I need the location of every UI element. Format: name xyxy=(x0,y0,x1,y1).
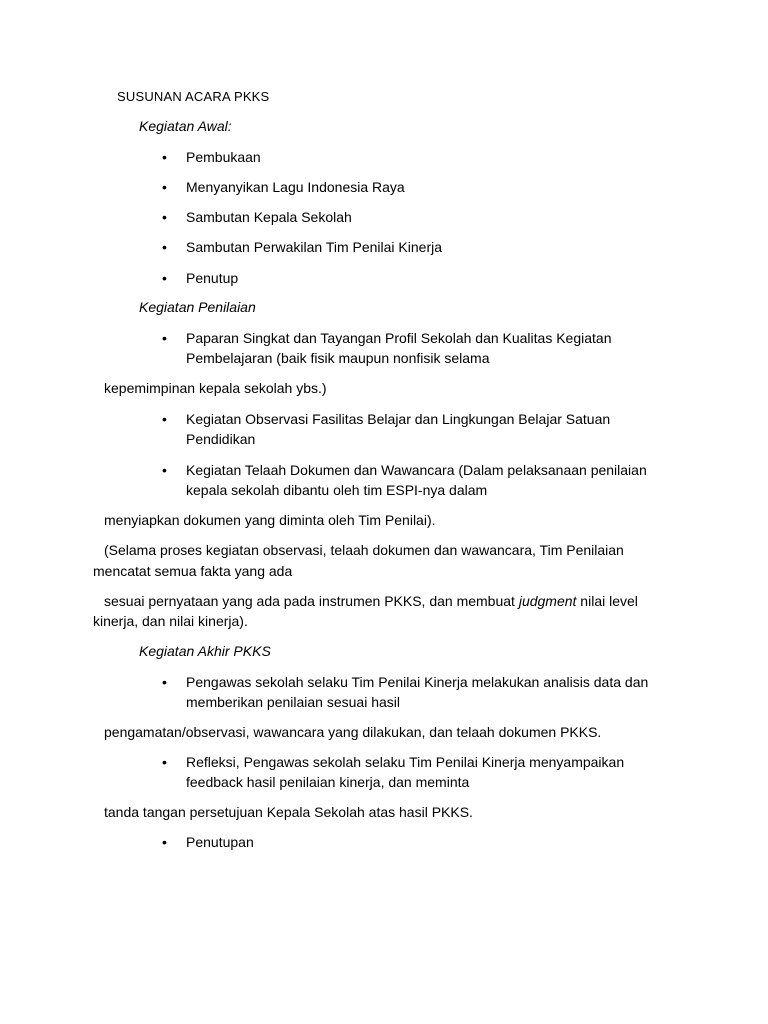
paragraph-line: kepemimpinan kepala sekolah ybs.) xyxy=(104,380,327,396)
bullet-icon: • xyxy=(162,149,167,165)
list-item-line: Pengawas sekolah selaku Tim Penilai Kinerja melakukan analisis data dan xyxy=(186,674,649,690)
paragraph-line: kinerja, dan nilai kinerja). xyxy=(93,613,248,629)
list-item: Pembukaan xyxy=(186,149,261,165)
paragraph-text: sesuai pernyataan yang ada pada instrumen PKKS, dan membuat xyxy=(104,593,519,609)
bullet-icon: • xyxy=(162,239,167,255)
paragraph-line: tanda tangan persetujuan Kepala Sekolah atas hasil PKKS. xyxy=(104,804,473,820)
bullet-icon: • xyxy=(162,330,167,346)
paragraph-text: nilai level xyxy=(576,593,638,609)
list-item: Penutup xyxy=(186,270,239,286)
list-item: Menyanyikan Lagu Indonesia Raya xyxy=(186,179,405,195)
list-item-line: Kegiatan Observasi Fasilitas Belajar dan Lingkungan Belajar Satuan xyxy=(186,411,611,427)
paragraph-line: menyiapkan dokumen yang diminta oleh Tim Penilai). xyxy=(104,512,436,528)
bullet-icon: • xyxy=(162,674,167,690)
section-heading-kegiatan-akhir: Kegiatan Akhir PKKS xyxy=(139,643,271,659)
list-item: Sambutan Perwakilan Tim Penilai Kinerja xyxy=(186,239,443,255)
bullet-icon: • xyxy=(162,411,167,427)
list-item-line: Kegiatan Telaah Dokumen dan Wawancara (Dalam pelaksanaan penilaian xyxy=(186,462,647,478)
bullet-icon: • xyxy=(162,209,167,225)
list-item-line: Refleksi, Pengawas sekolah selaku Tim Penilai Kinerja menyampaikan xyxy=(186,754,625,770)
emphasis-judgment: judgment xyxy=(518,593,577,609)
paragraph-line: mencatat semua fakta yang ada xyxy=(93,563,293,579)
list-item: Sambutan Kepala Sekolah xyxy=(186,209,352,225)
section-heading-kegiatan-awal: Kegiatan Awal: xyxy=(139,118,232,134)
paragraph-line: pengamatan/observasi, wawancara yang dilakukan, dan telaah dokumen PKKS. xyxy=(104,724,602,740)
bullet-icon: • xyxy=(162,270,167,286)
paragraph-line: (Selama proses kegiatan observasi, telaah dokumen dan wawancara, Tim Penilaian xyxy=(104,542,624,558)
section-heading-kegiatan-penilaian: Kegiatan Penilaian xyxy=(139,299,256,315)
list-item-line: Pembelajaran (baik fisik maupun nonfisik selama xyxy=(186,350,490,366)
list-item: Penutupan xyxy=(186,834,254,850)
bullet-icon: • xyxy=(162,834,167,850)
list-item-line: kepala sekolah dibantu oleh tim ESPI-nya dalam xyxy=(186,482,488,498)
bullet-icon: • xyxy=(162,462,167,478)
list-item-line: Paparan Singkat dan Tayangan Profil Sekolah dan Kualitas Kegiatan xyxy=(186,330,612,346)
document-title: SUSUNAN ACARA PKKS xyxy=(117,89,270,104)
list-item-line: memberikan penilaian sesuai hasil xyxy=(186,694,401,710)
list-item-line: feedback hasil penilaian kinerja, dan meminta xyxy=(186,774,470,790)
bullet-icon: • xyxy=(162,754,167,770)
bullet-icon: • xyxy=(162,179,167,195)
paragraph-line xyxy=(104,591,638,611)
list-item-line: Pendidikan xyxy=(186,431,256,447)
